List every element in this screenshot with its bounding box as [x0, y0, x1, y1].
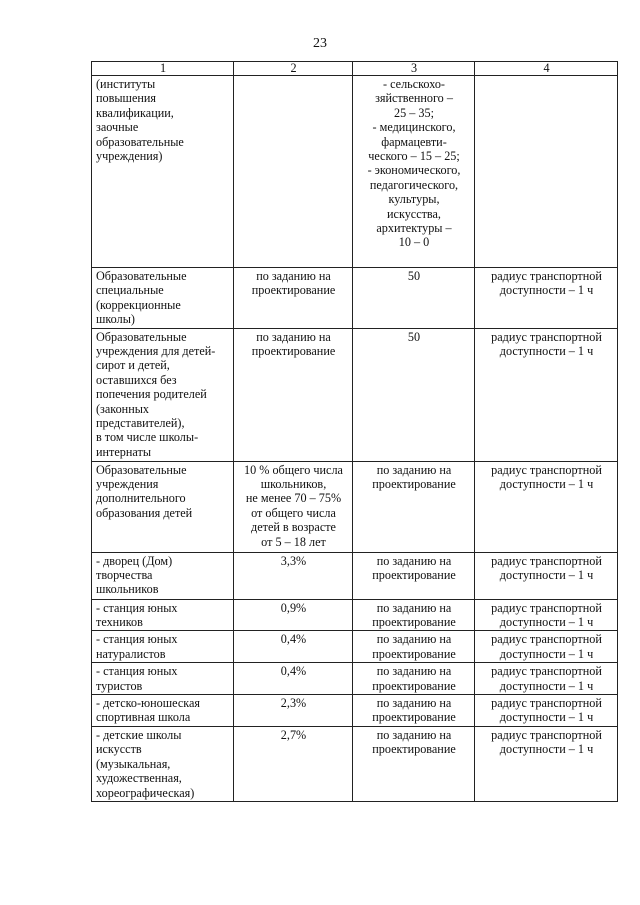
share-cell: по заданию на проектирование — [353, 552, 475, 599]
page-number: 23 — [313, 36, 327, 51]
accessibility-cell: радиус транспортной доступности – 1 ч — [475, 631, 618, 663]
accessibility-cell: радиус транспортной доступности – 1 ч — [475, 726, 618, 801]
accessibility-cell: радиус транспортной доступности – 1 ч — [475, 268, 618, 329]
header-cell-1: 1 — [92, 62, 234, 76]
accessibility-cell: радиус транспортной доступности – 1 ч — [475, 695, 618, 727]
table-row — [92, 726, 618, 801]
capacity-norm-cell — [234, 76, 353, 268]
header-cell-3: 3 — [353, 62, 475, 76]
institution-type-cell: Образовательные учреждения для детей- сирот и детей, оставшихся без попечения родителей (законных представителей), в том числе школы- интернаты — [92, 328, 234, 461]
institution-type-cell: - дворец (Дом) творчества школьников — [92, 552, 234, 599]
share-cell: по заданию на проектирование — [353, 726, 475, 801]
table-row — [92, 461, 618, 552]
share-cell: по заданию на проектирование — [353, 663, 475, 695]
accessibility-cell: радиус транспортной доступности – 1 ч — [475, 663, 618, 695]
table-row — [92, 599, 618, 631]
table-row — [92, 268, 618, 329]
table-row — [92, 328, 618, 461]
institution-type-cell: - станция юных техников — [92, 599, 234, 631]
capacity-norm-cell: по заданию на проектирование — [234, 268, 353, 329]
table-row — [92, 552, 618, 599]
institution-type-cell: Образовательные учреждения дополнительного образования детей — [92, 461, 234, 552]
capacity-norm-cell: 3,3% — [234, 552, 353, 599]
institution-type-cell: - детские школы искусств (музыкальная, художественная, хореографическая) — [92, 726, 234, 801]
table-header-row — [92, 62, 618, 76]
table-row — [92, 76, 618, 268]
capacity-norm-cell: 10 % общего числа школьников, не менее 70 – 75% от общего числа детей в возрасте от 5 – 18 лет — [234, 461, 353, 552]
header-cell-4: 4 — [475, 62, 618, 76]
capacity-norm-cell: 0,4% — [234, 631, 353, 663]
share-cell: по заданию на проектирование — [353, 695, 475, 727]
share-cell: по заданию на проектирование — [353, 631, 475, 663]
header-cell-2: 2 — [234, 62, 353, 76]
institution-type-cell: Образовательные специальные (коррекционные школы) — [92, 268, 234, 329]
capacity-norm-cell: по заданию на проектирование — [234, 328, 353, 461]
accessibility-cell: радиус транспортной доступности – 1 ч — [475, 552, 618, 599]
accessibility-cell: радиус транспортной доступности – 1 ч — [475, 328, 618, 461]
accessibility-cell — [475, 76, 618, 268]
share-cell: 50 — [353, 268, 475, 329]
table-row — [92, 631, 618, 663]
institution-type-cell: (институты повышения квалификации, заочные образовательные учреждения) — [92, 76, 234, 268]
share-cell: - сельскохо- зяйственного – 25 – 35; - медицинского, фармацевти- ческого – 15 – 25; - экономического, педагогического, культуры, искусства, архитектуры – 10 – 0 — [353, 76, 475, 268]
institution-type-cell: - детско-юношеская спортивная школа — [92, 695, 234, 727]
capacity-norm-cell: 0,4% — [234, 663, 353, 695]
capacity-norm-cell: 0,9% — [234, 599, 353, 631]
share-cell: по заданию на проектирование — [353, 461, 475, 552]
capacity-norm-cell: 2,7% — [234, 726, 353, 801]
norms-table — [91, 61, 618, 802]
institution-type-cell: - станция юных натуралистов — [92, 631, 234, 663]
capacity-norm-cell: 2,3% — [234, 695, 353, 727]
accessibility-cell: радиус транспортной доступности – 1 ч — [475, 599, 618, 631]
accessibility-cell: радиус транспортной доступности – 1 ч — [475, 461, 618, 552]
table-row — [92, 663, 618, 695]
table-row — [92, 695, 618, 727]
share-cell: по заданию на проектирование — [353, 599, 475, 631]
share-cell: 50 — [353, 328, 475, 461]
institution-type-cell: - станция юных туристов — [92, 663, 234, 695]
